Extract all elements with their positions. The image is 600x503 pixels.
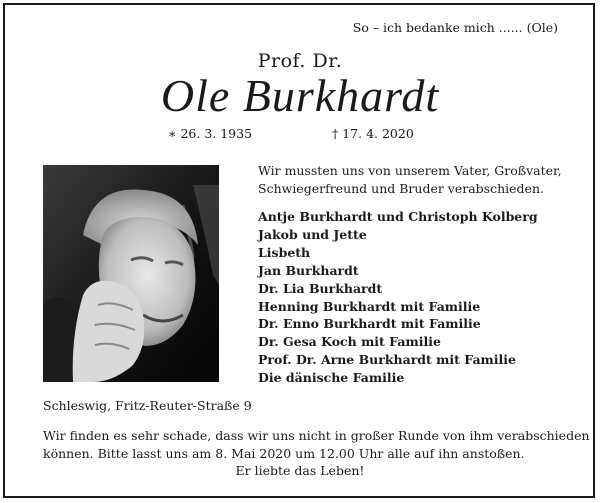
death-date: † 17. 4. 2020	[332, 126, 414, 141]
mourner-item: Jan Burkhardt	[258, 262, 359, 278]
mourner-item: Lisbeth	[258, 244, 311, 260]
farewell-text: Er liebte das Leben!	[235, 463, 365, 478]
mourner-item: Jakob und Jette	[258, 226, 367, 242]
mourner-item: Antje Burkhardt und Christoph Kolberg	[258, 209, 538, 224]
intro-text: Wir mussten uns von unserem Vater, Großvater, Schwiegerfreund und Bruder verabschieden.	[258, 163, 562, 196]
address-text: Schleswig, Fritz-Reuter-Straße 9	[43, 398, 252, 413]
mourner-list	[258, 208, 578, 387]
closing-line: Wir finden es sehr schade, dass wir uns nicht in großer Runde von ihm verabschieden	[43, 428, 590, 443]
portrait-photo-icon	[43, 165, 219, 382]
mourner-item: Dr. Lia Burkhardt	[258, 280, 383, 296]
closing-text	[43, 427, 590, 463]
mourner-item: Prof. Dr. Arne Burkhardt mit Familie	[258, 352, 516, 368]
deceased-name: Ole Burkhardt	[160, 70, 440, 121]
closing-line: können. Bitte lasst uns am 8. Mai 2020 um 12.00 Uhr alle auf ihn anstoßen.	[43, 446, 525, 461]
birth-date: ∗ 26. 3. 1935	[168, 126, 253, 141]
mourner-item: Dr. Enno Burkhardt mit Familie	[258, 316, 481, 332]
mourner-item: Henning Burkhardt mit Familie	[258, 298, 481, 314]
mourner-item: Dr. Gesa Koch mit Familie	[258, 334, 441, 350]
mourner-item: Die dänische Familie	[258, 370, 405, 386]
academic-title: Prof. Dr.	[257, 50, 343, 72]
motto-text: So – ich bedanke mich ...... (Ole)	[352, 20, 558, 35]
